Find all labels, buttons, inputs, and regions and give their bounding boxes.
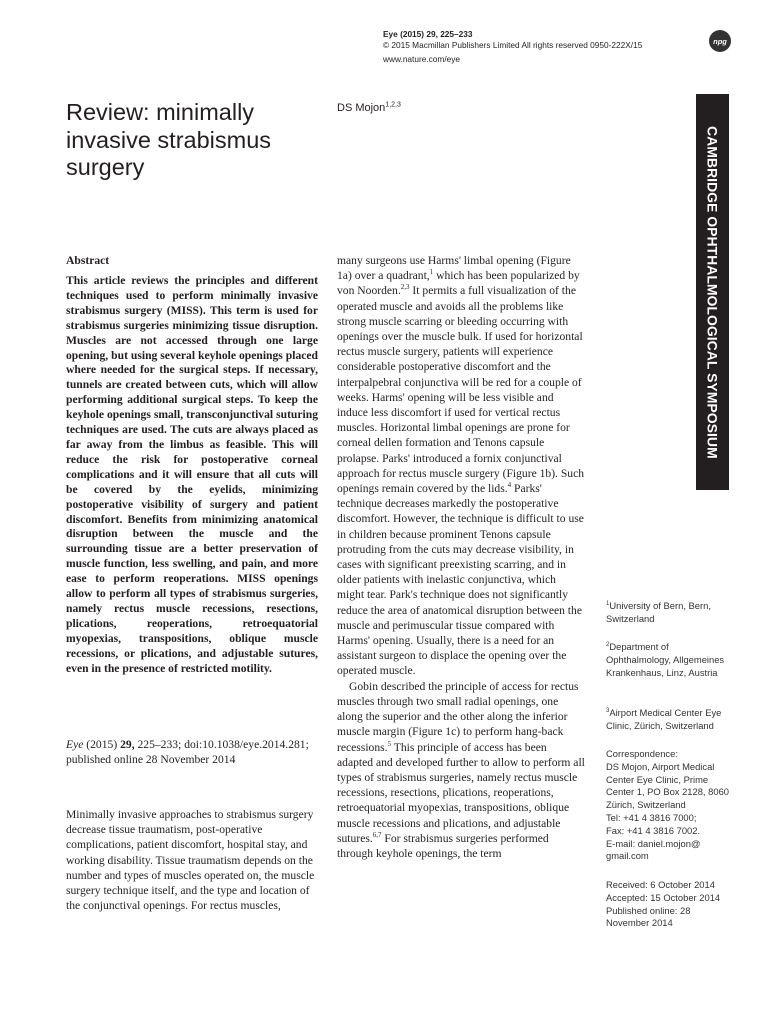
published-date: Published online: 28 November 2014 <box>606 904 691 929</box>
body-paragraph: Gobin described the principle of access for rectus muscles through two small radial openings, one along the superior and the other along the inferior muscle margin (Figure 1c) to perform hang-back recessions.$^5$ This principle of access has been adapted and developed further to allow to perform all types of strabismus surgeries, namely rectus muscle recessions, resections, plications, reoperations, retroequatorial myopexias, transpositions, oblique muscle recessions and plications, and adjustable sutures.$^{6,7}$ For strabismus surgeries performed through keyhole openings, the term <box>337 679 585 860</box>
affiliation-2: $^2$Department of Ophthalmology, Allgemeines Krankenhaus, Linz, Austria <box>606 641 725 678</box>
author-affiliation-refs: 1,2,3 <box>385 101 401 109</box>
correspondence-email[interactable]: E-mail: daniel.mojon@ gmail.com <box>606 837 701 862</box>
correspondence-label: Correspondence: <box>606 748 678 759</box>
correspondence-block <box>606 748 736 863</box>
correspondence-tel: Tel: +41 4 3816 7000; <box>606 811 697 823</box>
symposium-banner-text: CAMBRIDGE OPHTHALMOLOGICAL SYMPOSIUM <box>704 125 721 459</box>
body-column-2 <box>337 253 585 861</box>
body-paragraph: many surgeons use Harms' limbal opening (Figure 1a) over a quadrant,$^1$ which has been popularized by von Noorden.$^{2,3}$ It permits a full visualization of the operated muscle and avoids all the problems like strong muscle scarring or bleeding occurring with openings over the muscle bulk. If used for horizontal rectus muscle surgery, patients will experience considerable postoperative discomfort and the interpalpebral conjunctiva will be red for a couple of weeks. Harms' opening will be less visible and induce less discomfort if used for vertical rectus muscles. Horizontal limbal openings are prone for corneal dellen formation and Tenons capsule prolapse. Parks' introduced a fornix conjunctival approach for rectus muscle surgery (Figure 1b). Such openings remain covered by the lids.$^4$ Parks' technique decreases markedly the postoperative discomfort. However, the technique is difficult to use in children because prominent Tenons capsule protruding from the cuts may decrease visibility, in cases with significant preexisting scarring, and in older patients with inelastic conjunctiva, which might tear. Park's technique does not significantly reduce the area of anatomical disruption between the muscle and perimuscular tissue compared with Harms' opening. Usually, there is a need for an assistant surgeon to displace the opening over the operated muscle. <box>337 254 585 678</box>
author-name: DS Mojon <box>337 102 386 114</box>
article-dates <box>606 879 736 930</box>
citation-year: (2015) <box>83 738 121 751</box>
citation-volume: 29, <box>120 738 135 751</box>
introduction-paragraph: Minimally invasive approaches to strabismus surgery decrease tissue traumatism, post-operative complications, patient discomfort, hospital stay, and working disability. Tissue traumatism depends on the number and types of muscles operated on, the muscle surgery technique itself, and the type and location of the conjunctival openings. For rectus muscles, <box>66 808 315 913</box>
accepted-date: Accepted: 15 October 2014 <box>606 891 721 903</box>
received-date: Received: 6 October 2014 <box>606 879 715 890</box>
author-line <box>337 102 401 114</box>
citation-journal: Eye <box>66 738 84 751</box>
abstract-text: This article reviews the principles and different techniques used to perform minimally invasive strabismus surgery (MISS). This term is used for strabismus surgeries minimizing tissue disruption. Muscles are not accessed through one large opening, but using several keyhole openings placed where needed for the surgical steps. If necessary, tunnels are created between cuts, which will allow performing additional surgical steps. To keep the keyhole openings small, transconjunctival suturing techniques are used. The cuts are always placed as far away from the limbus as feasible. This will reduce the risk for postoperative corneal complications and it will ensure that all cuts will be covered by the eyelids, minimizing postoperative visibility of surgery and patient discomfort. Benefits from minimizing anatomical disruption between the muscle and the surrounding tissue are a better preservation of muscle function, less swelling, and pain, and more ease to perform reoperations. MISS openings allow to perform all types of strabismus surgeries, namely rectus muscle recessions, resections, plications, reoperations, retroequatorial myopexias, transpositions, oblique muscle recessions, or plications, and adjustable sutures, even in the presence of restricted motility. <box>66 274 318 675</box>
article-title: Review: minimally invasive strabismus surgery <box>66 99 272 180</box>
reference-sup: 5 <box>387 739 392 748</box>
affiliation-1: $^1$University of Bern, Bern, Switzerland <box>606 600 711 624</box>
affiliation-3: $^3$Airport Medical Center Eye Clinic, Zürich, Switzerland <box>606 707 722 731</box>
reference-sup: 1 <box>429 268 434 277</box>
journal-url[interactable]: www.nature.com/eye <box>383 54 461 64</box>
abstract-citation <box>66 738 318 768</box>
correspondence-address: DS Mojon, Airport Medical Center Eye Clinic, Prime Center 1, PO Box 2128, 8060 Zürich, Switzerland <box>606 760 729 811</box>
copyright-line: © 2015 Macmillan Publishers Limited All rights reserved 0950-222X/15 <box>383 40 643 50</box>
reference-sup: 4 <box>507 481 512 490</box>
symposium-banner <box>696 94 729 490</box>
citation-details: 225–233; doi:10.1038/eye.2014.281; published online 28 November 2014 <box>66 738 309 766</box>
journal-reference: Eye (2015) 29, 225–233 <box>383 29 473 39</box>
reference-sup: 2,3 <box>400 283 410 292</box>
npg-logo: npg <box>709 30 731 52</box>
abstract-heading: Abstract <box>66 254 110 267</box>
correspondence-fax: Fax: +41 4 3816 7002. <box>606 824 701 836</box>
reference-sup: 6,7 <box>372 830 382 839</box>
